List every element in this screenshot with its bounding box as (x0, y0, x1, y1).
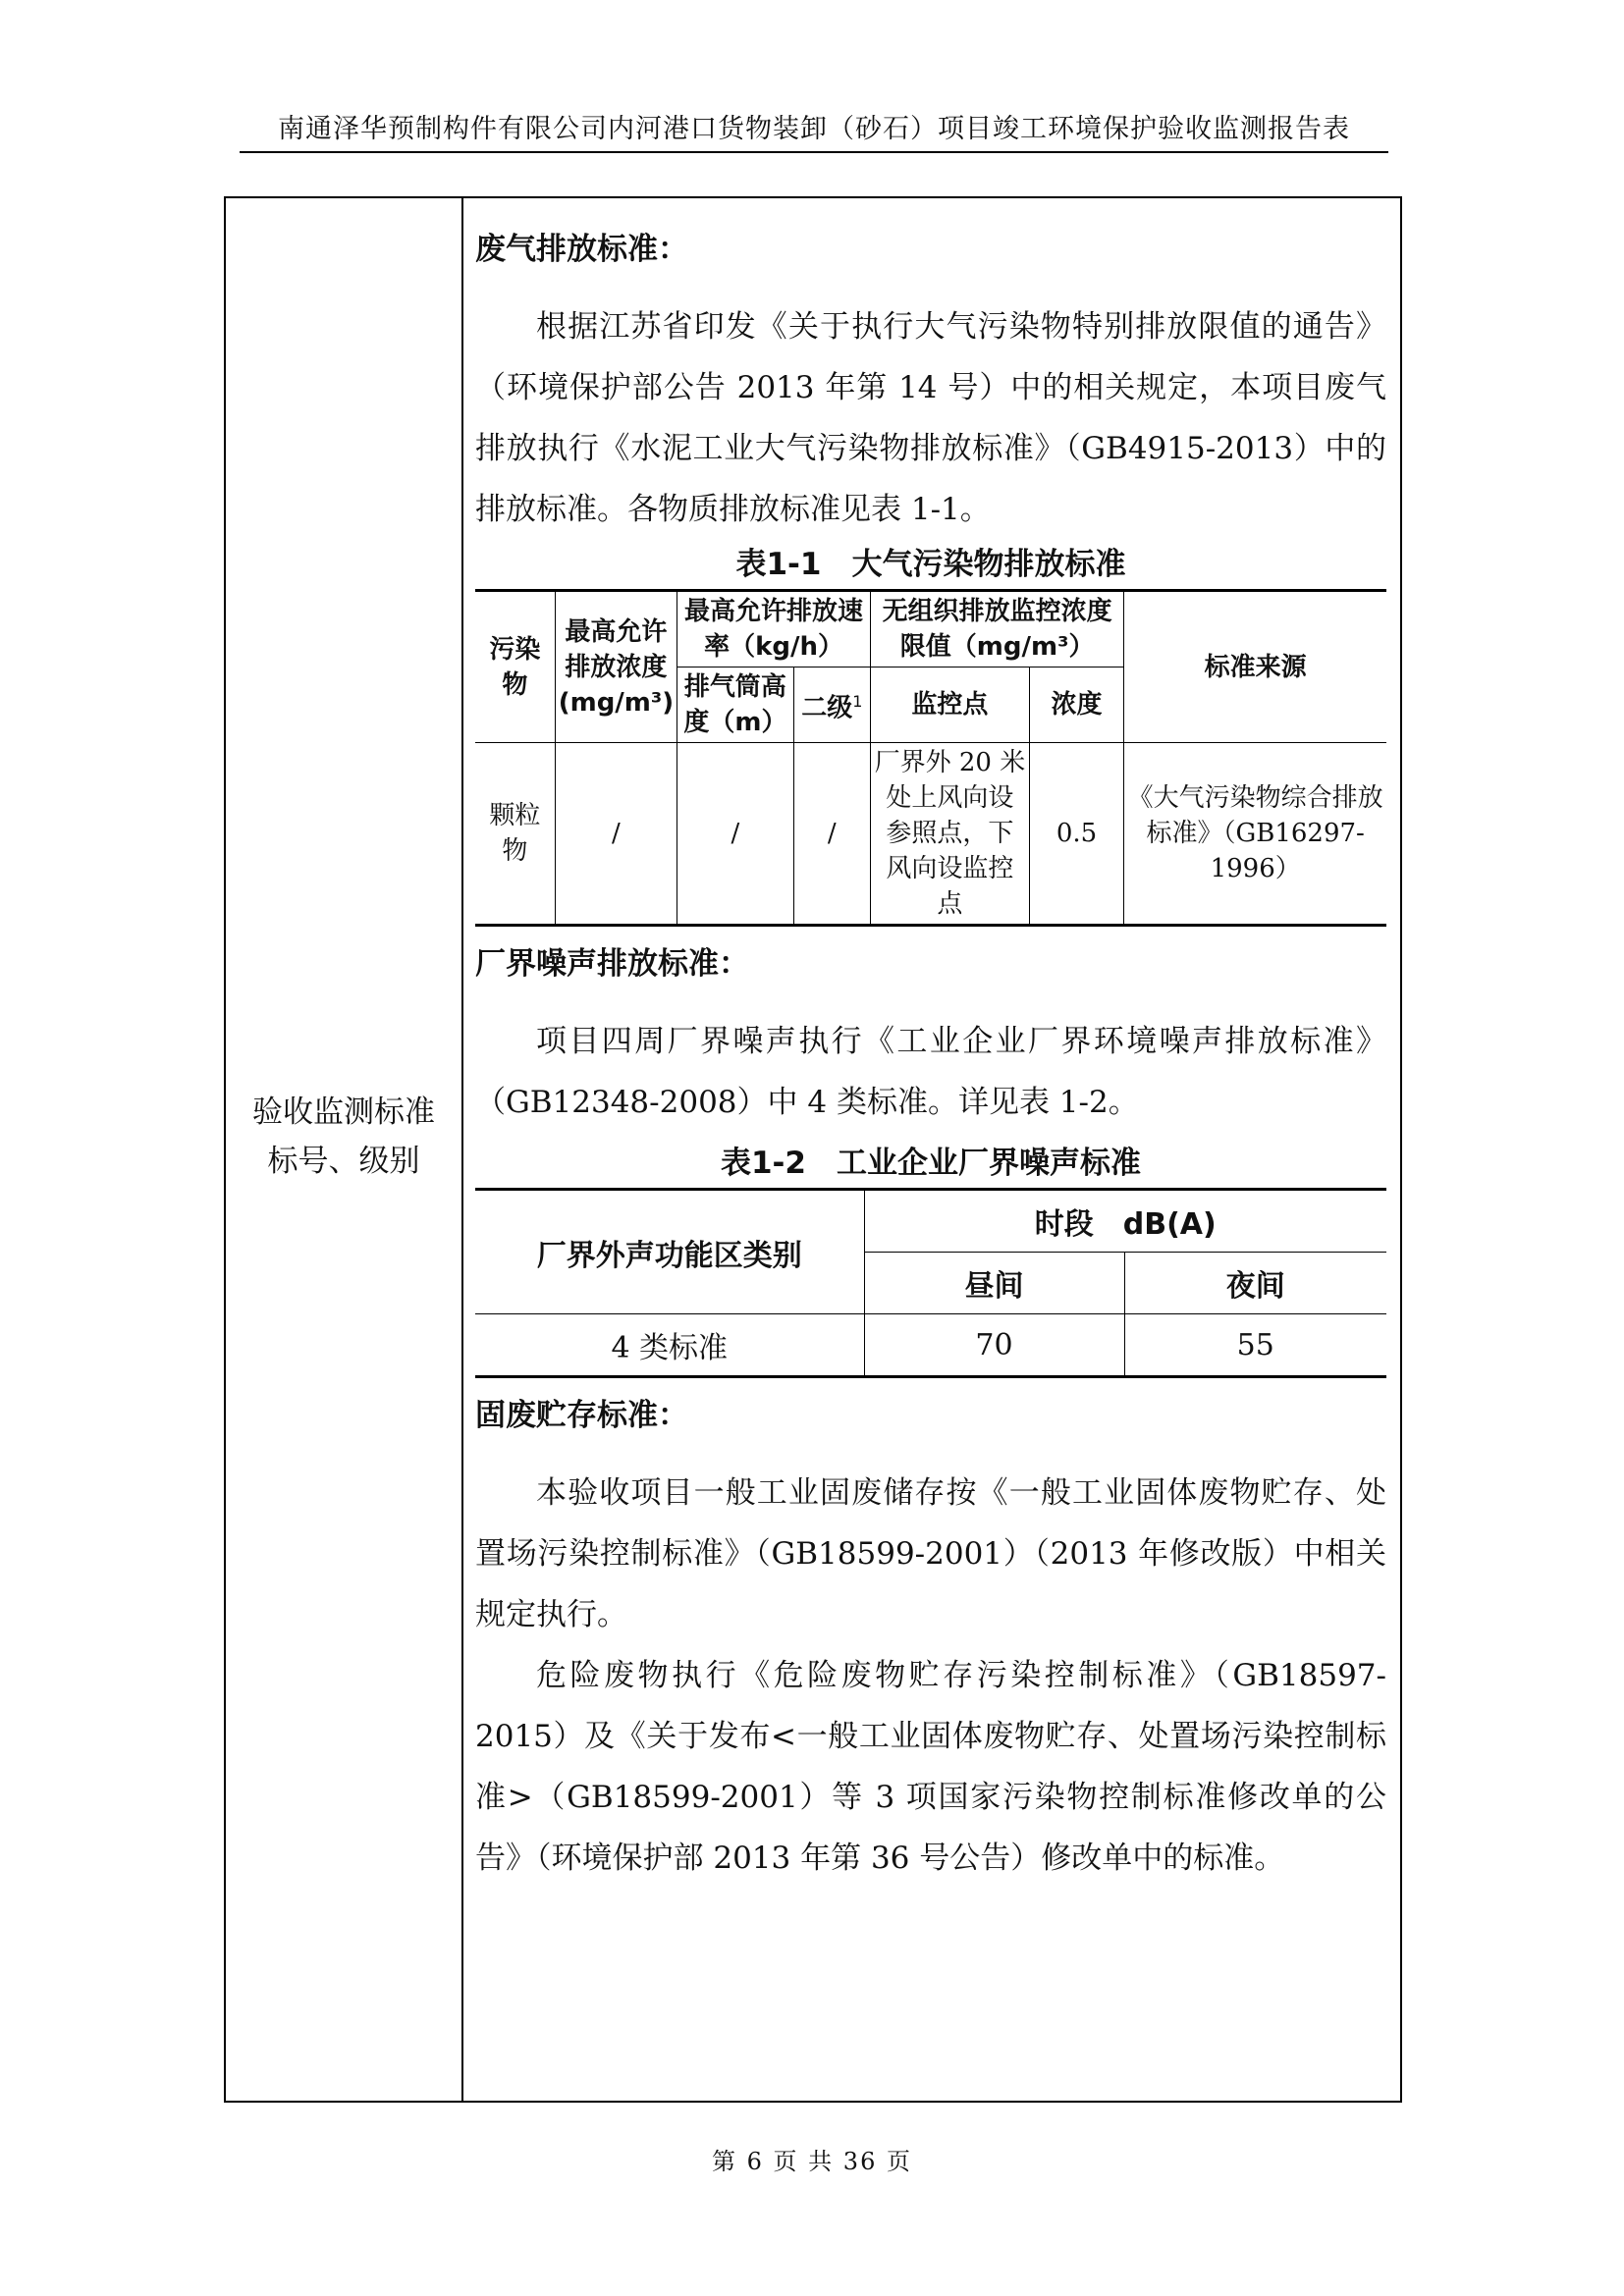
cell-pollutant: 颗粒物 (475, 743, 555, 926)
th-stack-height: 排气筒高度（m） (677, 667, 794, 743)
air-paragraph: 根据江苏省印发《关于执行大气污染物特别排放限值的通告》（环境保护部公告 2013 年第 14 号）中的相关规定，本项目废气排放执行《水泥工业大气污染物排放标准》（GB4915-2013）中的排放标准。各物质排放标准见表 1-1。 (475, 309, 1386, 527)
th-pollutant: 污染物 (475, 591, 555, 743)
header-rule (240, 151, 1388, 153)
th-max-conc: 最高允许排放浓度(mg/m³) (555, 591, 677, 743)
noise-paragraph: 项目四周厂界噪声执行《工业企业厂界环境噪声排放标准》（GB12348-2008）中 4 类标准。详见表 1-2。 (475, 1024, 1386, 1120)
content-cell (475, 222, 1386, 1889)
cell-grade2: / (793, 743, 870, 926)
table2-caption: 表1-2 工业企业厂界噪声标准 (720, 1146, 1141, 1181)
table-row (475, 743, 1386, 926)
row-label-line1: 验收监测标准 (252, 1095, 435, 1130)
th-unorganized: 无组织排放监控浓度限值（mg/m³） (870, 591, 1123, 667)
cell-source: 《大气污染物综合排放标准》（GB16297-1996） (1124, 743, 1386, 926)
page-number: 第 6 页 共 36 页 (712, 2148, 912, 2175)
air-standard-table (475, 589, 1386, 927)
th-concentration: 浓度 (1029, 667, 1123, 743)
table1-caption: 表1-1 大气污染物排放标准 (735, 547, 1126, 582)
cell-category: 4 类标准 (475, 1314, 864, 1377)
grade2-footnote-mark: 1 (852, 691, 863, 711)
row-label-line2: 标号、级别 (267, 1144, 420, 1179)
cell-night: 55 (1124, 1314, 1386, 1377)
th-night: 夜间 (1124, 1253, 1386, 1314)
th-category: 厂界外声功能区类别 (475, 1190, 864, 1314)
th-source: 标准来源 (1124, 591, 1386, 743)
solid-paragraph-1: 本验收项目一般工业固废储存按《一般工业固体废物贮存、处置场污染控制标准》（GB18599-2001）（2013 年修改版）中相关规定执行。 (475, 1475, 1386, 1632)
cell-monitor-point: 厂界外 20 米处上风向设参照点，下风向设监控点 (870, 743, 1029, 926)
row-label (226, 1088, 461, 1186)
cell-day: 70 (864, 1314, 1124, 1377)
air-heading: 废气排放标准： (475, 232, 688, 267)
solid-heading: 固废贮存标准： (475, 1398, 688, 1433)
noise-heading: 厂界噪声排放标准： (475, 946, 749, 982)
cell-stack-height: / (677, 743, 794, 926)
cell-max-conc: / (555, 743, 677, 926)
th-monitor-point: 监控点 (870, 667, 1029, 743)
table-row (475, 1314, 1386, 1377)
th-day: 昼间 (864, 1253, 1124, 1314)
document-header: 南通泽华预制构件有限公司内河港口货物装卸（砂石）项目竣工环境保护验收监测报告表 (278, 114, 1350, 144)
solid-paragraph-2: 危险废物执行《危险废物贮存污染控制标准》（GB18597-2015）及《关于发布<一般工业固体废物贮存、处置场污染控制标准>（GB18599-2001）等 3 项国家污染物控制标准修改单的公告》（环境保护部 2013 年第 36 号公告）修改单中的标准。 (475, 1658, 1386, 1876)
th-grade2: 二级$^1$ (793, 667, 870, 743)
th-max-rate: 最高允许排放速率（kg/h） (677, 591, 871, 667)
cell-concentration: 0.5 (1029, 743, 1123, 926)
column-divider (461, 196, 463, 2103)
th-period: 时段 dB(A) (864, 1190, 1386, 1253)
noise-standard-table (475, 1188, 1386, 1378)
